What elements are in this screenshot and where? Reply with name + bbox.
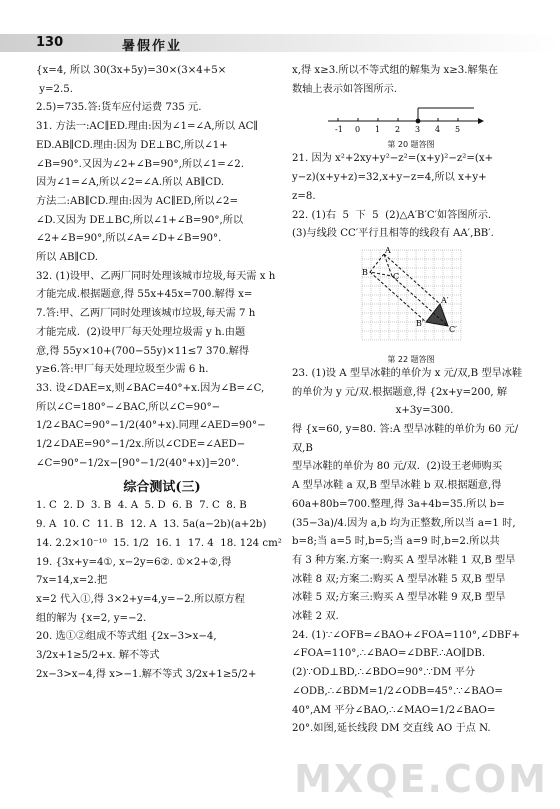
page-title: 暑假作业 [122,39,183,54]
right-column [292,62,530,739]
answers-21-22 [292,150,530,244]
number-line-arrow [478,118,484,124]
text-line: 所以∠C=180°−∠BAC,所以∠C=90°− [36,401,221,413]
answer-20-cont [292,62,530,99]
text-line: ∠D.又因为 DE⊥BC,所以∠1+∠B=90°,所以 [36,214,244,226]
text-line: 型旱冰鞋的单价为 80 元/双. (2)设王老师购买 [292,461,503,473]
text-line: 19. {3x+y=4①, x−2y=6②. ①×2+②,得 7x=14,x=2.把 [36,556,235,587]
page-number: 130 [36,35,64,50]
text-line: 32. (1)设甲、乙两厂同时处理该城市垃圾,每天需 x h [36,270,276,282]
text-line: 组的解为 {x=2, y=−2. [36,612,147,624]
text-line: A 型旱冰鞋 a 双,B 型旱冰鞋 b 双.根据题意,得 [292,480,502,492]
text-line: 冰鞋 8 双;方案二:购买 A 型旱冰鞋 5 双,B 型旱 [292,573,506,585]
text-line: 60a+80b=700.整理,得 3a+4b=35.所以 b= [292,498,505,510]
text-line: 冰鞋 2 双. [292,611,339,623]
text-line: b=8;当 a=5 时,b=5;当 a=9 时,b=2.所以共 [292,536,500,548]
text-line: y−z)(x+y+z)=32,x+y−z=4,所以 x+y+ [292,172,487,184]
text-line: 得 {x=60, y=80. 答:A 型旱冰鞋的单价为 60 元/双,B [292,424,519,454]
text-line: 7.答:甲、乙两厂同时处理该城市垃圾,每天需 7 h [36,308,256,320]
triangle-abc [370,254,392,276]
text-line: ∠2+∠B=90°,所以∠A=∠D+∠B=90°. [36,233,222,245]
watermark-logo: MXQE.COM [294,757,548,801]
text-line: 24. (1)∵∠OFB=∠BAO+∠FOA=110°,∠DBF+ [292,629,521,641]
text-line: 22. (1)右 5 下 5 (2)△A′B′C′如答图所示. [292,209,492,221]
text-line: x+3y=300. [292,405,454,417]
answers-31-33 [36,62,288,473]
text-line: 23. (1)设 A 型旱冰鞋的单价为 x 元/双,B 型旱冰鞋 [292,367,523,379]
header-band [0,34,560,52]
text-line: 20. 选①②组成不等式组 {2x−3>x−4, 3/2x+1≥5/2+x. 解不等式 [36,631,220,662]
text-line: 冰鞋 5 双;方案三:购买 A 型旱冰鞋 9 双,B 型旱 [292,592,506,604]
text-line: {x=4, 所以 30(3x+5y)=30×(3×4+5× [36,65,227,76]
label-c1: C′ [449,324,457,334]
label-c: C [393,271,400,281]
label-b: B [362,267,368,277]
text-line: 才能完成. (2)设甲厂每天处理垃圾需 y h.由题 [36,326,246,338]
text-line: 20°.如图,延长线段 DM 交直线 AO 于点 N. [292,723,491,735]
page-header [0,0,560,62]
tick-label: 3 [415,125,421,135]
text-line: 9. A 10. C 11. B 12. A 13. 5a(a−2b)(a+2b) [36,519,267,531]
text-line: (3)与线段 CC′平行且相等的线段有 AA′,BB′. [292,228,494,240]
text-line: 33. 设∠DAE=x,则∠BAC=40°+x.因为∠B=∠C, [36,382,265,394]
text-line: 1/2∠BAC=90°−1/2(40°+x).同理∠AED=90°− [36,420,266,432]
text-line: 2x−3>x−4,得 x>−1.解不等式 3/2x+1≥5/2+ [36,668,257,680]
text-line: x=2 代入①,得 3×2+y=4,y=−2.所以原方程 [36,593,245,605]
text-line: z=8. [292,190,316,202]
text-line: ∠C=90°−1/2x−[90°−1/2(40°+x)]=20°. [36,457,240,469]
label-a: A [385,245,391,255]
tick-label: 4 [435,125,441,135]
text-line: y=2.5. [36,83,73,95]
left-column [36,62,288,685]
answers-23-24 [292,365,530,739]
text-line: ∠B=90°.又因为∠2+∠B=90°,所以∠1=∠2. [36,158,245,170]
number-line-figure [292,101,530,137]
text-line: (2)∵OD⊥BD,∴∠BDO=90°.∵DM 平分 [292,667,476,679]
text-line: 因为∠1=∠A,所以∠2=∠A.所以 AB∥CD. [36,177,225,189]
fig22-caption: 第 22 题答图 [387,354,435,364]
tick-label: 5 [455,125,461,135]
text-line: 数轴上表示如答图所示. [292,83,398,95]
text-line: 方法二:AB∥CD.理由:因为 AC∥ED,所以∠2= [36,195,239,207]
answers-test3 [36,497,288,684]
text-line: y≥6.答:甲厂每天处理垃圾至少需 6 h. [36,364,209,376]
text-line: 40°,AM 平分∠BAO,∴∠MAO=1/2∠BAO= [292,704,496,716]
text-line: 2.5)=735.答:货车应付运费 735 元. [36,102,202,114]
tick-label: 2 [395,125,401,135]
tick-label: 1 [375,125,381,135]
text-line: (35−3a)/4.因为 a,b 均为正整数,所以当 a=1 时, [292,517,516,529]
text-line: 有 3 种方案.方案一:购买 A 型旱冰鞋 1 双,B 型旱 [292,554,516,566]
text-line: x,得 x≥3.所以不等式组的解集为 x≥3.解集在 [292,65,499,76]
label-a1: A′ [441,295,449,305]
text-line: 所以 AB∥CD. [36,252,98,264]
text-line: 1/2∠DAE=90°−1/2x.所以∠CDE=∠AED− [36,439,246,451]
text-line: 意,得 55y×10+(700−55y)×11≤7 370.解得 [36,345,250,357]
tick-label: -1 [335,125,343,135]
text-line: ED.AB∥CD.理由:因为 DE⊥BC,所以∠1+ [36,139,228,151]
solution-point [416,119,421,124]
text-line: 14. 2.2×10⁻¹⁰ 15. 1/2 16. 1 17. 4 18. 124 cm² [36,537,282,549]
text-line: 31. 方法一:AC∥ED.理由:因为∠1=∠A,所以 AC∥ [36,121,259,133]
fig20-caption: 第 20 题答图 [387,140,435,150]
label-b1: B′ [416,318,424,328]
section-title: 综合测试(三) [123,480,201,496]
text-line: 才能完成.根据题意,得 55x+45x=700.解得 x= [36,289,253,301]
grid-figure [292,246,530,352]
text-line: ∠ODB,∴∠BDM=1/2∠ODB=45°.∵∠BAO= [292,685,503,697]
text-line: 的单价为 y 元/双.根据题意,得 {2x+y=200, 解 [292,386,508,398]
text-line: 1. C 2. D 3. B 4. A 5. D 6. B 7. C 8. B [36,500,247,512]
text-line: 21. 因为 x²+2xy+y²−z²=(x+y)²−z²=(x+ [292,153,494,165]
text-line: ∠FOA=110°,∴∠BAO=∠DBF.∴AO∥DB. [292,648,486,660]
tick-label: 0 [355,125,361,135]
